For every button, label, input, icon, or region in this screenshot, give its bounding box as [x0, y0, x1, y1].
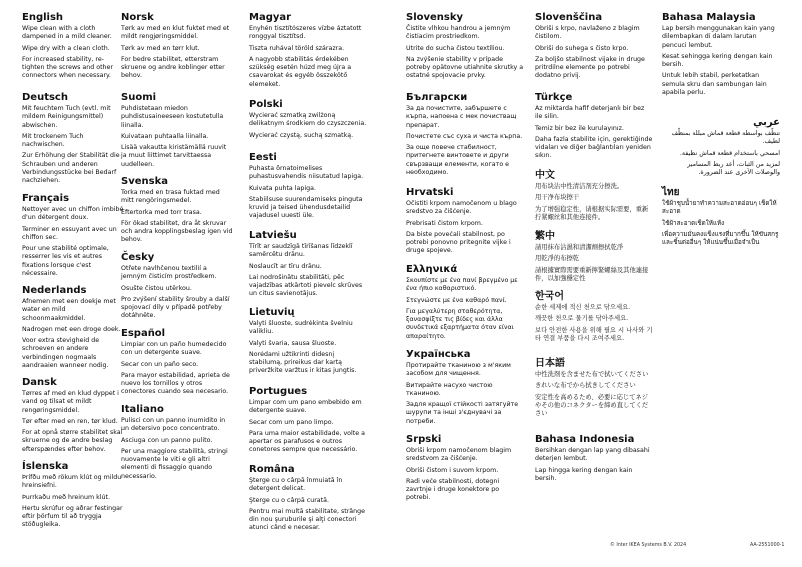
language-heading: Italiano: [121, 404, 164, 415]
language-section: [22, 193, 124, 281]
language-heading: Portugues: [249, 386, 308, 397]
language-section: [22, 285, 124, 373]
instruction-text: ใช้ผ้าชุบน้ำยาทำความสะอาดอ่อนๆ เช็ดให้สะอาด: [662, 200, 777, 216]
language-heading: Bahasa Indonesia: [535, 434, 635, 445]
instruction-text: لمزيد من الثبات، أعد ربط المسامير والوصلات الأخرى عند الضرورة.: [687, 160, 780, 177]
instruction-text: امسحي باستخدام قطعة قماش نظيفة.: [679, 149, 780, 157]
instruction-text: Na zvýšenie stability v prípade potreby opätovne utiahnite skrutky a ostatné spojovacie prvky.: [406, 55, 524, 80]
instruction-text: Şterge cu o cârpă curată.: [249, 496, 329, 504]
instruction-text: 用干净布块擦干: [535, 194, 580, 202]
language-heading: Slovenščina: [535, 12, 603, 23]
language-heading: Slovensky: [406, 12, 464, 23]
language-section: [22, 12, 124, 84]
language-heading: Български: [406, 92, 468, 103]
instruction-text: Valyti švaria, sausa šluoste.: [249, 339, 337, 347]
language-heading: Srpski: [406, 434, 442, 445]
language-section: [662, 187, 780, 250]
instruction-text: Pour une stabilité optimale, resserrer les vis et autres fixations lorsque c'est nécessaire.: [22, 245, 109, 278]
instruction-text: Mit feuchtem Tuch (evtl. mit mildem Reinigungsmittel) abwischen.: [22, 105, 111, 129]
language-heading: Nederlands: [22, 285, 87, 296]
instruction-text: 用乾淨的布擦乾: [535, 255, 580, 263]
instruction-text: Stabiilsuse suurendamiseks pinguta kruvid ja teised ühendusdetailid vajadusel uuesti üle.: [249, 195, 363, 220]
instruction-text: Zur Erhöhung der Stabilität die Schrauben und anderen Verbindungsstücke bei Bedarf nachziehen.: [22, 152, 120, 185]
instruction-text: تنظّف بواسطة قطعة قماش مبللة بمنظّف لطيف.: [671, 130, 780, 146]
language-section: [249, 464, 367, 536]
instruction-text: 순한 세제에 적신 천으로 닦으세요.: [535, 304, 631, 311]
language-heading: Íslenska: [22, 461, 69, 472]
instruction-text: Limpiar con un paño humedecido con un detergente suave.: [121, 341, 227, 357]
language-heading: Deutsch: [22, 92, 68, 103]
instruction-text: For at opnå større stabilitet skal skruerne og de andre beslag efterspændes efter behov.: [22, 429, 123, 453]
instruction-text: 깨끗한 천으로 물기를 닦아주세요.: [535, 315, 629, 323]
instruction-text: Puhdistetaan miedon puhdistusaineeseen kostutetulla liinalla.: [121, 105, 224, 129]
language-heading: Suomi: [121, 92, 157, 103]
language-heading: Svenska: [121, 176, 168, 187]
language-section: [121, 328, 233, 400]
language-heading: عربي: [753, 117, 780, 128]
instruction-text: Az miktarda hafif deterjanlı bir bez ile silin.: [535, 105, 645, 121]
language-section: [121, 176, 233, 248]
language-section: [121, 404, 233, 484]
language-heading: 日本語: [535, 358, 565, 369]
instruction-text: 보다 안전한 사용을 위해 필요 시 나사와 기타 연결 부품을 다시 조여주세요.: [535, 326, 653, 342]
language-section: [535, 170, 653, 225]
instruction-text: Lai nodrošinātu stabilitāti, pēc vajadzības atkārtoti pievelc skrūves un citus savienotājus.: [249, 273, 363, 298]
instruction-text: Tørk av med en klut fuktet med et mildt rengjøringsmiddel.: [121, 25, 230, 41]
instruction-text: 为了增强稳定性，请根据实际需要，重新拧紧螺丝和其他连接件。: [535, 205, 649, 221]
instruction-text: ใช้ผ้าสะอาดเช็ดให้แห้ง: [662, 219, 725, 227]
instruction-text: Osušte čistou utěrkou.: [121, 284, 192, 292]
instruction-text: Nadrogen met een droge doek.: [22, 325, 121, 333]
language-section: [249, 99, 367, 143]
language-section: [22, 377, 124, 457]
language-section: [22, 461, 124, 533]
instruction-text: Untuk lebih stabil, perketatkan semula skru dan sambungan lain apabila perlu.: [662, 72, 767, 97]
language-heading: 中文: [535, 170, 555, 181]
instruction-text: Para uma maior estabilidade, volte a apertar os parafusos e outros conetores sempre que necessário.: [249, 429, 365, 454]
instruction-text: Secar com um pano limpo.: [249, 418, 334, 426]
language-heading: Українська: [406, 349, 471, 360]
instruction-text: Temiz bir bez ile kurulayınız.: [535, 124, 624, 132]
instruction-text: Da biste povećali stabilnost, po potrebi ponovno pritegnite vijke i druge spojeve.: [406, 230, 511, 255]
instruction-text: Noslaucīt ar tīru drānu.: [249, 262, 322, 270]
language-heading: 繁中: [535, 231, 555, 242]
language-heading: Norsk: [121, 12, 154, 23]
instruction-text: За да почистите, забършете с кърпа, напоена с мек почистващ препарат.: [406, 105, 517, 129]
instruction-text: Hertu skrúfur og aðrar festingar eftir þörfum til að tryggja stöðugleika.: [22, 504, 123, 529]
instruction-text: A nagyobb stabilitás érdekében szükség esetén húzd meg újra a csavarokat és egyéb összekötő elemeket.: [249, 55, 352, 88]
instruction-text: Wycierać czystą, suchą szmatką.: [249, 131, 354, 139]
document-number: AA-2551000-1: [750, 543, 785, 548]
instruction-text: Obriši s krpo, navlaženo z blagim čistilom.: [535, 25, 640, 41]
instruction-text: Kuivataan puhtaalla liinalla.: [121, 132, 209, 140]
instruction-text: Tør efter med en ren, tør klud.: [22, 417, 118, 425]
instruction-text: Lap hingga kering dengan kain bersih.: [535, 466, 633, 482]
instruction-text: Wipe dry with a clean cloth.: [22, 44, 110, 52]
instruction-text: Terminer en essuyant avec un chiffon sec.: [22, 225, 117, 241]
instruction-text: Şterge cu o cârpă înmuiată în detergent delicat.: [249, 477, 343, 493]
language-heading: Ελληνικά: [406, 264, 458, 275]
instruction-text: Tørres af med en klud dyppet i vand og tilsat et mildt rengøringsmiddel.: [22, 390, 119, 414]
language-section: [406, 92, 524, 180]
instruction-text: За още повече стабилност, притегнете винтовете и други свързващи елементи, когато е необходимо.: [406, 144, 510, 177]
instruction-text: Tiszta ruhával töröld szárazra.: [249, 44, 345, 52]
language-section: [662, 117, 780, 180]
language-heading: English: [22, 12, 64, 23]
instruction-text: Για μεγαλύτερη σταθερότητα, ξανασφίξτε τις βίδες και άλλα συνδετικά εξαρτήματα όταν είναι απαραίτητο.: [406, 307, 514, 340]
copyright-text: © Inter IKEA Systems B.V. 2024: [610, 543, 687, 548]
language-section: [121, 252, 233, 324]
language-section: [249, 230, 367, 302]
language-heading: Bahasa Malaysia: [662, 12, 756, 23]
instruction-text: For bedre stabilitet, etterstram skruene og andre koblinger etter behov.: [121, 55, 225, 80]
language-section: [249, 152, 367, 224]
instruction-text: Norėdami užtikrinti didesnį stabilumą, prireikus dar kartą priveržkite varžtus ir kitas jungtis.: [249, 350, 357, 375]
instruction-text: Nettoyer avec un chiffon imbibé d'un détergent doux.: [22, 206, 124, 222]
instruction-text: เพื่อความมั่นคงแข็งแรงที่มากขึ้น ให้ขันสกรูและชิ้นต่ออื่นๆ ให้แน่นขึ้นเมื่อจำเป็น: [662, 230, 779, 247]
instruction-text: Wycierać szmatką zwilżoną delikatnym środkiem do czyszczenia.: [249, 112, 367, 128]
instruction-text: Voor extra stevigheid de schroeven en andere verbindingen nogmaals aandraaien wanneer nodig.: [22, 337, 109, 370]
instruction-text: Kuivata puhta lapiga.: [249, 184, 316, 192]
instruction-text: Lisää vakautta kiristämällä ruuvit ja muut liittimet tarvittaessa uudelleen.: [121, 144, 227, 168]
instruction-text: 用布块沾中性清洁剂充分擦洗。: [535, 183, 624, 190]
instruction-text: Daha fazla stabilite için, gerektiğinde vidaları ve diğer bağlantıları yeniden sıkın.: [535, 135, 653, 160]
instruction-text: Почистете със суха и чиста кърпа.: [406, 132, 523, 140]
instruction-text: 請根據實際需要重新擰緊螺絲及其他連接件，以加強穩定性: [535, 266, 649, 282]
language-section: [249, 386, 367, 458]
language-section: [535, 231, 653, 286]
instruction-text: 中性洗剤を含ませた布で拭いてください: [535, 371, 649, 378]
language-heading: Dansk: [22, 377, 57, 388]
language-section: [662, 12, 780, 100]
language-heading: Eesti: [249, 152, 277, 163]
language-section: [249, 12, 367, 92]
instruction-text: Secar con un paño seco.: [121, 360, 199, 368]
language-heading: Türkçe: [535, 92, 573, 103]
language-section: [535, 358, 653, 421]
instruction-text: Kesat sehingga kering dengan kain bersih.: [662, 52, 773, 69]
instruction-text: Wipe clean with a cloth dampened in a mild cleaner.: [22, 25, 112, 41]
instruction-text: För ökad stabilitet, dra åt skruvar och andra kopplingsbeslag igen vid behov.: [121, 219, 233, 244]
language-section: [406, 12, 524, 84]
instruction-text: Протирайте тканиною з м'яким засобом для чищення.: [406, 362, 511, 378]
instruction-text: Þrífðu með rökum klút og mildu hreinsiefni.: [22, 474, 122, 490]
instruction-text: Pulisci con un panno inumidito in un detersivo poco concentrato.: [121, 417, 226, 433]
instruction-text: Čistite vlhkou handrou a jemným čistiacim prostriedkom.: [406, 25, 511, 41]
instruction-text: Valyti šluoste, sudrėkinta švelniu valikliu.: [249, 320, 353, 336]
instruction-text: Obriši čistom i suvom krpom.: [406, 466, 499, 474]
language-section: [121, 92, 233, 172]
language-heading: Hrvatski: [406, 187, 454, 198]
instruction-text: Lap bersih menggunakan kain yang dilembapkan di dalam larutan pencuci lembut.: [662, 25, 775, 49]
language-heading: 한국어: [535, 291, 564, 302]
language-heading: Polski: [249, 99, 283, 110]
instruction-text: Za boljšo stabilnost vijake in druge pritrdilne elemente po potrebi dodatno privij.: [535, 55, 645, 80]
language-section: [406, 434, 524, 506]
language-section: [406, 264, 524, 344]
language-heading: ไทย: [662, 187, 680, 198]
language-heading: Lietuvių: [249, 307, 295, 318]
instruction-text: Pro zvýšení stability šrouby a další spojovací díly v případě potřeby dotáhněte.: [121, 295, 230, 320]
instruction-text: Þurrkaðu með hreinum klút.: [22, 493, 111, 501]
instruction-text: Puhasta õrnatoimelises puhastusvahendis niisutatud lapiga.: [249, 165, 364, 181]
language-section: [121, 12, 233, 84]
instruction-text: Per una maggiore stabilità, stringi nuovamente le viti e gli altri elementi di fissaggio quando necessario.: [121, 447, 228, 480]
language-section: [406, 349, 524, 429]
language-heading: Česky: [121, 252, 155, 263]
language-heading: Româna: [249, 464, 295, 475]
language-heading: Français: [22, 193, 70, 204]
instruction-text: Utrite do sucha čistou textíliou.: [406, 44, 505, 52]
instruction-text: Στεγνώστε με ένα καθαρό πανί.: [406, 296, 507, 304]
instruction-text: Otřete navlhčenou textilií a jemným čisticím prostředkem.: [121, 265, 217, 281]
instruction-text: Radi veće stabilnosti, dotegni zavrtnje i druge konektore po potrebi.: [406, 477, 500, 502]
instruction-text: Enyhén tisztítószeres vízbe áztatott ronggyal tisztítsd.: [249, 25, 362, 41]
instruction-text: Torka med en trasa fuktad med mitt rengöringsmedel.: [121, 189, 220, 205]
instruction-text: きれいな布でから拭きしてください: [535, 382, 636, 390]
instruction-text: Asciuga con un panno pulito.: [121, 436, 213, 444]
language-section: [535, 12, 653, 84]
instruction-text: Limpar com um pano embebido em detergente suave.: [249, 399, 362, 415]
language-heading: Español: [121, 328, 166, 339]
language-section: [535, 291, 653, 346]
language-heading: Latviešu: [249, 230, 297, 241]
instruction-text: Σκουπίστε με ένα πανί βρεγμένο με ένα ήπιο καθαριστικό.: [406, 277, 518, 293]
language-section: [249, 307, 367, 379]
instruction-text: Afnemen met een doekje met water en mild schoonmaakmiddel.: [22, 298, 116, 322]
instruction-text: Prebrisati čistom krpom.: [406, 219, 483, 227]
instruction-text: Tīrīt ar saudzīgā tīrīšanas līdzeklī samērcētu drānu.: [249, 243, 353, 259]
instruction-text: 請用抹布沾濕和清潔劑擦拭乾淨: [535, 244, 624, 251]
instruction-text: Bersihkan dengan lap yang dibasahi deterjen lembut.: [535, 447, 650, 463]
language-heading: Magyar: [249, 12, 292, 23]
instruction-text: Obriši krpom namočenom blagim sredstvom za čišćenje.: [406, 447, 512, 463]
instruction-text: Eftertorka med torr trasa.: [121, 208, 202, 216]
instruction-text: Pentru mai multă stabilitate, strânge din nou şuruburile şi alţi conectori atunci când e necesar.: [249, 507, 366, 532]
language-section: [22, 92, 124, 189]
instruction-text: Витирайте насухо чистою тканиною.: [406, 381, 493, 397]
instruction-text: Задля кращої стійкості затягуйте шурупи та інші з'єднувачі за потреби.: [406, 401, 519, 425]
instruction-text: Očistiti krpom namočenom u blago sredstvo za čišćenje.: [406, 200, 517, 216]
language-section: [406, 187, 524, 259]
instruction-text: Tørk av med en tørr klut.: [121, 44, 200, 52]
instruction-text: Mit trockenem Tuch nachwischen.: [22, 132, 84, 149]
instruction-text: For increased stability, re-tighten the screws and other connectors when necessary.: [22, 55, 114, 80]
instruction-text: Obriši do suhega s čisto krpo.: [535, 44, 629, 52]
language-section: [535, 92, 653, 164]
language-section: [535, 434, 653, 486]
instruction-text: 安定性を高めるため、必要に応じてネジやその他のコネクターを締め直してください: [535, 393, 649, 418]
instruction-text: Para mayor estabilidad, aprieta de nuevo los tornillos y otros conectores cuando sea necesario.: [121, 371, 230, 396]
